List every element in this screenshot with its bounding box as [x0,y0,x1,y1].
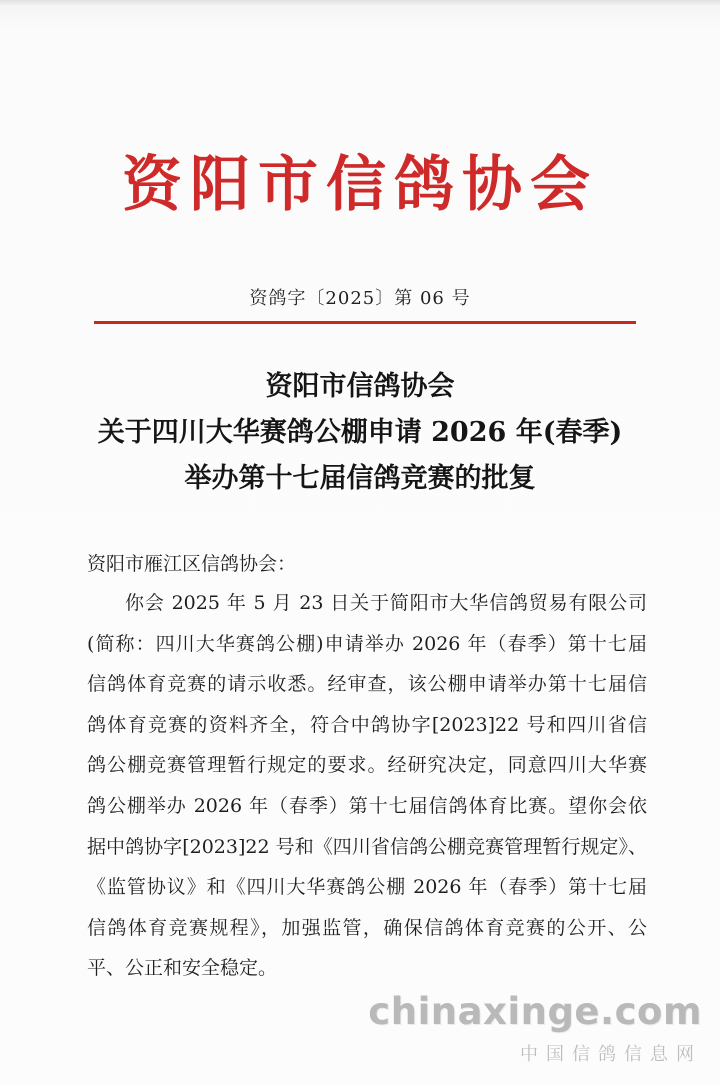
page-edge-shadow [0,0,720,6]
body-line: 信鸽体育竞赛规程》，加强监管，确保信鸽体育竞赛的公开、公 [87,916,647,939]
organization-letterhead: 资阳市信鸽协会 [122,150,598,220]
body-line: 鸽公棚竞赛管理暂行规定的要求。经研究决定，同意四川大华赛 [87,754,647,777]
body-line: 信鸽体育竞赛的请示收悉。经审查，该公棚申请举办第十七届信 [87,673,647,696]
body-line: 鸽公棚举办 2026 年（春季）第十七届信鸽体育比赛。望你会依 [87,794,647,817]
watermark-site-name: 中国信鸽信息网 [520,1044,702,1065]
body-line: 平、公正和安全稳定。 [87,957,278,980]
letterhead-divider [94,321,636,324]
body-line: (简称：四川大华赛鸽公棚)申请举办 2026 年（春季）第十七届 [87,632,647,655]
title-line-1: 资阳市信鸽协会 [265,371,455,402]
document-number: 资鸽字〔2025〕第 06 号 [249,288,471,309]
title-line-2: 关于四川大华赛鸽公棚申请 2026 年(春季) [97,417,623,448]
watermark-site: chinaxinge.com [368,990,702,1033]
body-line: 你会 2025 年 5 月 23 日关于简阳市大华信鸽贸易有限公司 [125,592,647,614]
body-line: 据中鸽协字[2023]22 号和《四川省信鸽公棚竞赛管理暂行规定》、 [87,835,647,858]
body-line: 鸽体育竞赛的资料齐全，符合中鸽协字[2023]22 号和四川省信 [87,713,647,736]
body-line: 《监管协议》和《四川大华赛鸽公棚 2026 年（春季）第十七届 [87,876,647,899]
title-line-3: 举办第十七届信鸽竞赛的批复 [184,463,536,494]
addressee: 资阳市雁江区信鸽协会： [87,553,297,575]
body-paragraph [87,583,647,989]
document-title [0,364,720,502]
